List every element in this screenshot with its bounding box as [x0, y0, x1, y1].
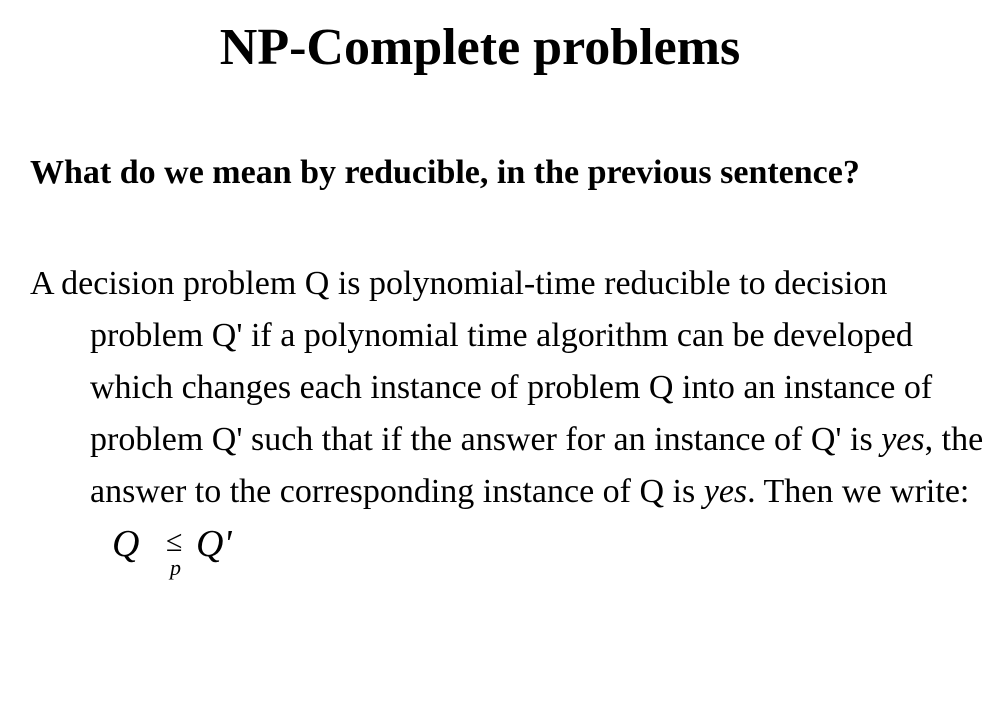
reduction-formula — [108, 518, 248, 578]
definition-text-part2: , the answer to the corresponding instance of Q is — [90, 421, 984, 510]
definition-text-part1: A decision problem Q is polynomial-time reducible to decision problem Q' if a polynomial time algorithm can be developed which changes each instance of problem Q into an instance of problem Q' such that if the answer for an instance of Q' is — [30, 265, 933, 458]
definition-yes-1: yes — [881, 421, 925, 458]
formula-subscript-p: p — [170, 555, 181, 580]
formula-right-q: Q' — [196, 523, 232, 565]
formula-left-q: Q — [112, 523, 140, 565]
definition-text-part3: . Then we write: — [747, 473, 970, 510]
formula-relation: ≤ — [166, 525, 183, 558]
definition-yes-2: yes — [703, 473, 748, 510]
definition-paragraph — [30, 258, 1000, 578]
question-text: What do we mean by reducible, in the previous sentence? — [30, 154, 860, 191]
slide-title: NP-Complete problems — [219, 19, 741, 76]
